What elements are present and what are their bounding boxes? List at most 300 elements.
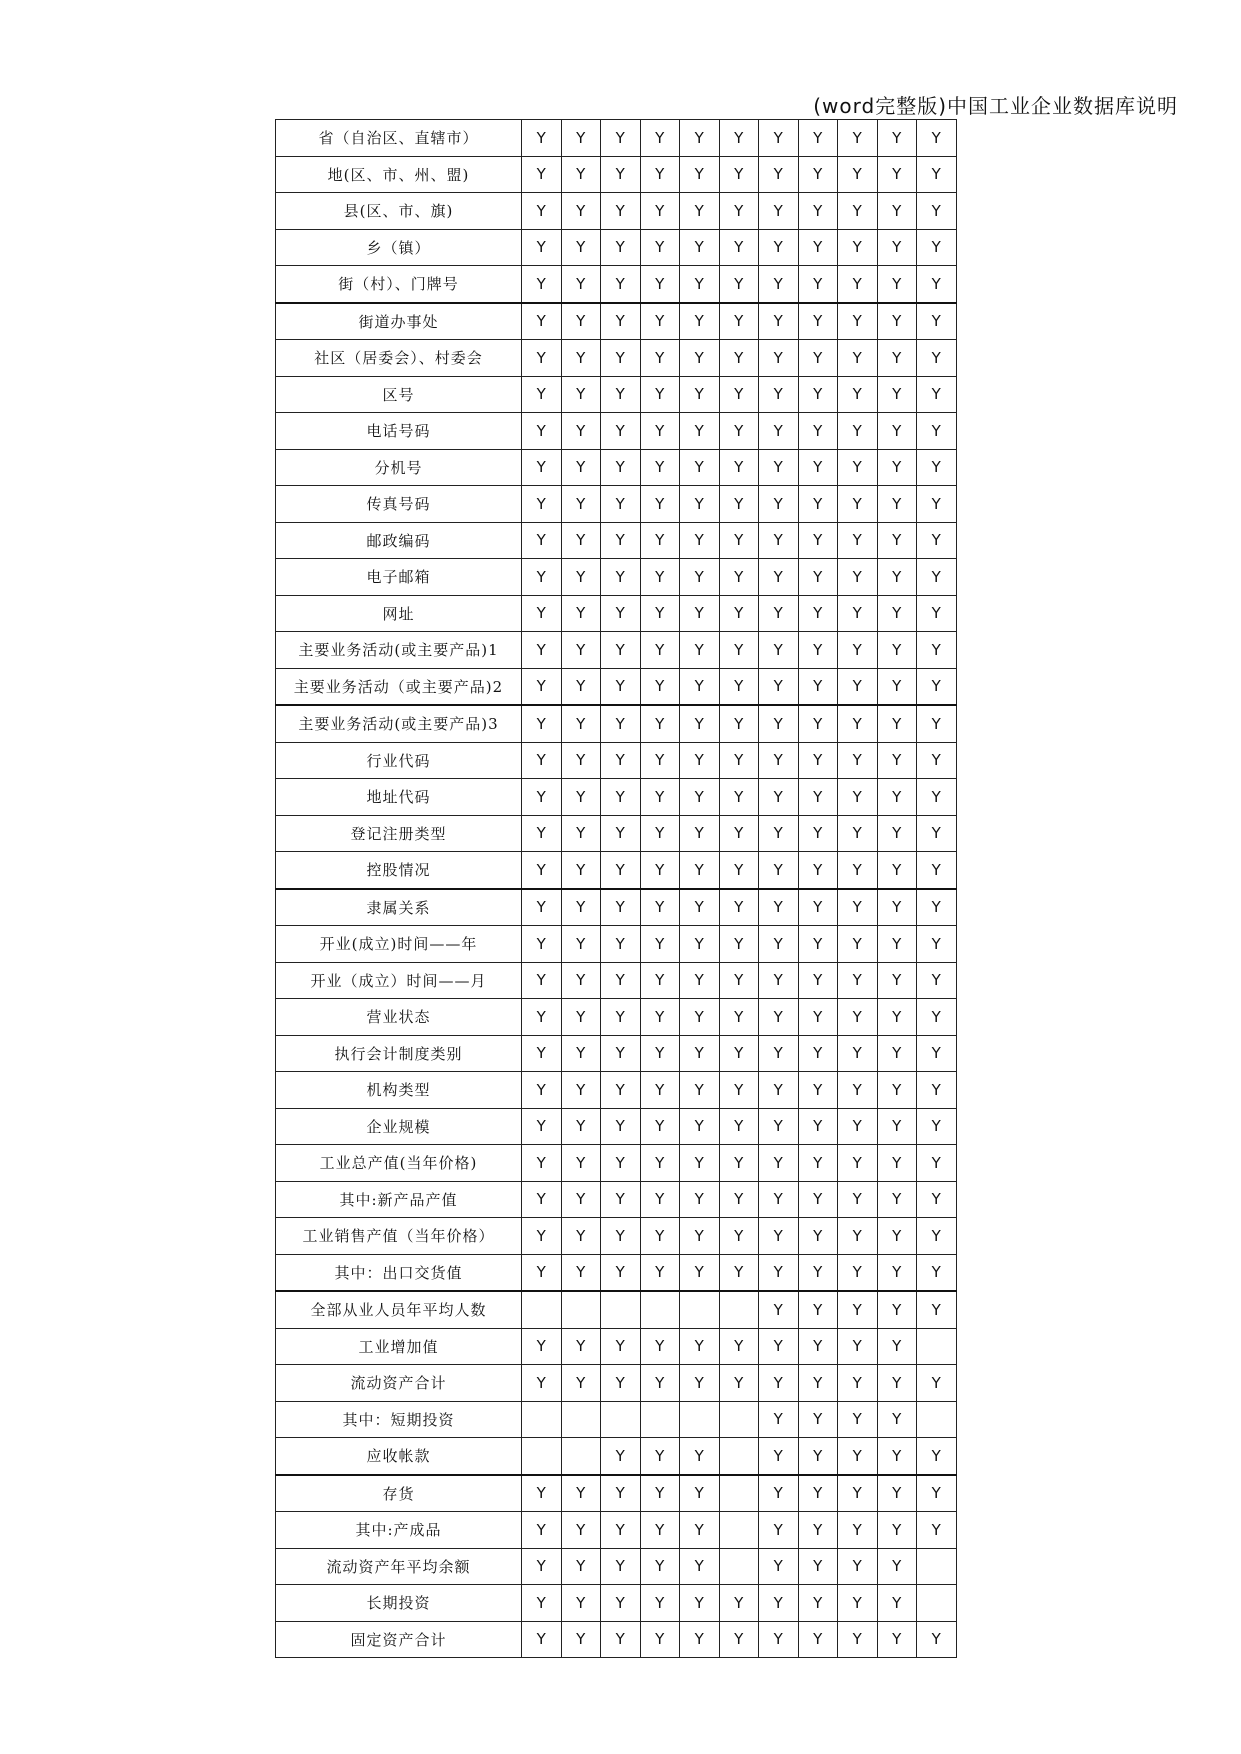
flag-cell: Y [917,1475,957,1512]
row-label: 登记注册类型 [276,815,522,852]
row-label: 其中:产成品 [276,1512,522,1549]
flag-cell: Y [640,449,680,486]
flag-cell: Y [917,632,957,669]
flag-cell: Y [798,1401,838,1438]
flag-cell: Y [601,449,641,486]
flag-cell: Y [917,1145,957,1182]
flag-cell: Y [561,156,601,193]
flag-cell: Y [719,1621,759,1658]
flag-cell: Y [522,1218,562,1255]
flag-cell [719,1475,759,1512]
row-label: 其中:新产品产值 [276,1181,522,1218]
flag-cell [719,1438,759,1475]
flag-cell: Y [759,486,799,523]
table-row [276,1512,957,1549]
flag-cell: Y [601,120,641,157]
flag-cell: Y [759,815,799,852]
flag-cell: Y [759,1512,799,1549]
flag-cell: Y [640,1072,680,1109]
flag-cell: Y [719,779,759,816]
flag-cell: Y [719,1072,759,1109]
flag-cell: Y [522,266,562,303]
flag-cell: Y [640,559,680,596]
flag-cell: Y [798,668,838,705]
table-row [276,999,957,1036]
flag-cell: Y [798,852,838,889]
flag-cell: Y [759,1548,799,1585]
flag-cell [601,1401,641,1438]
row-label: 开业（成立）时间——月 [276,962,522,999]
flag-cell: Y [838,229,878,266]
flag-cell: Y [601,229,641,266]
table-row [276,1108,957,1145]
flag-cell: Y [798,742,838,779]
flag-cell: Y [640,668,680,705]
flag-cell: Y [601,668,641,705]
flag-cell: Y [680,1585,720,1622]
flag-cell: Y [798,522,838,559]
flag-cell: Y [719,1035,759,1072]
table-row [276,595,957,632]
flag-cell: Y [798,1291,838,1328]
flag-cell: Y [719,340,759,377]
flag-cell: Y [601,1108,641,1145]
flag-cell: Y [561,1035,601,1072]
row-label: 主要业务活动（或主要产品)2 [276,668,522,705]
flag-cell: Y [759,559,799,596]
flag-cell: Y [522,1181,562,1218]
flag-cell: Y [601,889,641,926]
flag-cell: Y [601,1365,641,1402]
row-label: 应收帐款 [276,1438,522,1475]
flag-cell: Y [798,1181,838,1218]
flag-cell: Y [522,889,562,926]
flag-cell: Y [719,303,759,340]
flag-cell: Y [601,266,641,303]
flag-cell: Y [601,1072,641,1109]
table-row [276,1585,957,1622]
table-row [276,889,957,926]
flag-cell: Y [917,1254,957,1291]
flag-cell: Y [640,1438,680,1475]
table-row [276,120,957,157]
flag-cell: Y [719,962,759,999]
row-label: 其中：短期投资 [276,1401,522,1438]
flag-cell: Y [838,1475,878,1512]
row-label: 工业销售产值（当年价格） [276,1218,522,1255]
row-label: 营业状态 [276,999,522,1036]
flag-cell: Y [877,156,917,193]
flag-cell: Y [798,340,838,377]
table-row [276,1475,957,1512]
flag-cell: Y [719,1585,759,1622]
flag-cell: Y [798,962,838,999]
flag-cell: Y [838,705,878,742]
flag-cell: Y [838,559,878,596]
flag-cell: Y [838,852,878,889]
flag-cell: Y [838,962,878,999]
row-label: 地址代码 [276,779,522,816]
flag-cell: Y [917,852,957,889]
flag-cell: Y [838,999,878,1036]
flag-cell: Y [640,815,680,852]
flag-cell: Y [838,815,878,852]
flag-cell: Y [719,376,759,413]
flag-cell: Y [680,999,720,1036]
flag-cell: Y [680,266,720,303]
flag-cell: Y [522,1585,562,1622]
flag-cell: Y [917,926,957,963]
flag-cell: Y [601,632,641,669]
flag-cell: Y [640,1621,680,1658]
table-row [276,815,957,852]
flag-cell: Y [640,156,680,193]
flag-cell: Y [798,1072,838,1109]
flag-cell: Y [640,229,680,266]
table-row [276,1254,957,1291]
flag-cell: Y [522,340,562,377]
flag-cell: Y [561,1072,601,1109]
flag-cell: Y [561,852,601,889]
flag-cell: Y [561,632,601,669]
flag-cell: Y [522,595,562,632]
flag-cell: Y [522,815,562,852]
flag-cell: Y [798,889,838,926]
flag-cell: Y [917,449,957,486]
flag-cell: Y [759,852,799,889]
flag-cell: Y [522,962,562,999]
flag-cell: Y [759,742,799,779]
table-row [276,486,957,523]
flag-cell: Y [561,1328,601,1365]
row-label: 流动资产年平均余额 [276,1548,522,1585]
table-row [276,413,957,450]
flag-cell: Y [798,705,838,742]
flag-cell: Y [719,1365,759,1402]
flag-cell: Y [680,779,720,816]
flag-cell: Y [640,413,680,450]
flag-cell [640,1291,680,1328]
flag-cell: Y [561,1365,601,1402]
flag-cell: Y [917,340,957,377]
flag-cell: Y [877,486,917,523]
flag-cell: Y [838,156,878,193]
flag-cell: Y [877,1072,917,1109]
flag-cell [561,1291,601,1328]
flag-cell: Y [759,779,799,816]
table-row [276,376,957,413]
flag-cell: Y [680,889,720,926]
table-row [276,229,957,266]
flag-cell: Y [719,486,759,523]
flag-cell: Y [759,266,799,303]
flag-cell: Y [917,815,957,852]
flag-cell: Y [719,1145,759,1182]
flag-cell: Y [759,413,799,450]
flag-cell: Y [522,1254,562,1291]
flag-cell: Y [680,1108,720,1145]
flag-cell: Y [917,376,957,413]
flag-cell: Y [798,559,838,596]
flag-cell: Y [601,1475,641,1512]
flag-cell: Y [522,156,562,193]
flag-cell: Y [680,852,720,889]
flag-cell: Y [680,229,720,266]
flag-cell: Y [640,1218,680,1255]
flag-cell: Y [680,340,720,377]
flag-cell: Y [759,1218,799,1255]
flag-cell: Y [877,1145,917,1182]
row-label: 社区（居委会）、村委会 [276,340,522,377]
row-label: 电子邮箱 [276,559,522,596]
flag-cell: Y [838,889,878,926]
flag-cell: Y [838,595,878,632]
flag-cell [719,1548,759,1585]
flag-cell: Y [917,120,957,157]
flag-cell: Y [759,999,799,1036]
flag-cell: Y [877,815,917,852]
flag-cell: Y [759,1365,799,1402]
table-row [276,779,957,816]
flag-cell: Y [759,303,799,340]
flag-cell: Y [917,1438,957,1475]
flag-cell: Y [877,1108,917,1145]
flag-cell: Y [561,962,601,999]
flag-cell: Y [798,156,838,193]
flag-cell: Y [759,1108,799,1145]
flag-cell: Y [759,120,799,157]
flag-cell: Y [719,449,759,486]
flag-cell: Y [522,1475,562,1512]
flag-cell: Y [917,779,957,816]
flag-cell: Y [719,266,759,303]
row-label: 开业(成立)时间——年 [276,926,522,963]
row-label: 控股情况 [276,852,522,889]
flag-cell: Y [759,632,799,669]
flag-cell: Y [522,1621,562,1658]
flag-cell: Y [838,1181,878,1218]
flag-cell: Y [601,1035,641,1072]
flag-cell: Y [601,559,641,596]
flag-cell: Y [719,156,759,193]
flag-cell: Y [877,926,917,963]
flag-cell: Y [522,376,562,413]
flag-cell: Y [640,522,680,559]
flag-cell: Y [719,1108,759,1145]
flag-cell: Y [640,962,680,999]
table-row [276,1218,957,1255]
flag-cell: Y [877,742,917,779]
flag-cell: Y [522,779,562,816]
flag-cell: Y [798,1621,838,1658]
flag-cell: Y [838,340,878,377]
flag-cell: Y [640,303,680,340]
flag-cell: Y [759,1585,799,1622]
flag-cell: Y [561,120,601,157]
flag-cell: Y [601,1218,641,1255]
flag-cell: Y [601,926,641,963]
flag-cell: Y [601,193,641,230]
flag-cell: Y [798,926,838,963]
row-label: 电话号码 [276,413,522,450]
flag-cell: Y [522,1145,562,1182]
flag-cell: Y [917,303,957,340]
flag-cell: Y [719,120,759,157]
flag-cell: Y [680,1035,720,1072]
table-row [276,962,957,999]
flag-cell: Y [522,193,562,230]
flag-cell: Y [522,742,562,779]
flag-cell: Y [877,1035,917,1072]
flag-cell: Y [561,889,601,926]
flag-cell: Y [680,156,720,193]
flag-cell: Y [640,120,680,157]
flag-cell: Y [877,1585,917,1622]
flag-cell: Y [601,1254,641,1291]
flag-cell: Y [522,522,562,559]
flag-cell: Y [601,1512,641,1549]
flag-cell: Y [561,705,601,742]
flag-cell: Y [798,486,838,523]
flag-cell: Y [680,559,720,596]
flag-cell: Y [877,340,917,377]
flag-cell: Y [601,1328,641,1365]
flag-cell: Y [601,1145,641,1182]
flag-cell: Y [798,266,838,303]
flag-cell: Y [877,1254,917,1291]
flag-cell [680,1291,720,1328]
flag-cell: Y [680,815,720,852]
flag-cell: Y [917,595,957,632]
table-row [276,1621,957,1658]
flag-cell: Y [877,229,917,266]
flag-cell: Y [601,413,641,450]
flag-cell: Y [877,889,917,926]
flag-cell: Y [719,1254,759,1291]
availability-table [275,119,957,1658]
table-row [276,559,957,596]
flag-cell: Y [838,1328,878,1365]
flag-cell: Y [838,120,878,157]
flag-cell: Y [522,926,562,963]
flag-cell: Y [759,1181,799,1218]
flag-cell: Y [601,1181,641,1218]
flag-cell: Y [877,962,917,999]
flag-cell: Y [640,1585,680,1622]
table-row [276,1145,957,1182]
flag-cell: Y [522,1548,562,1585]
flag-cell: Y [640,1254,680,1291]
flag-cell: Y [798,229,838,266]
table-row [276,852,957,889]
flag-cell: Y [680,1475,720,1512]
flag-cell: Y [522,559,562,596]
flag-cell: Y [680,303,720,340]
flag-cell: Y [877,852,917,889]
flag-cell: Y [798,303,838,340]
flag-cell: Y [838,1145,878,1182]
flag-cell: Y [640,705,680,742]
flag-cell: Y [719,742,759,779]
flag-cell: Y [640,632,680,669]
flag-cell: Y [838,1108,878,1145]
flag-cell: Y [719,1218,759,1255]
flag-cell: Y [838,413,878,450]
flag-cell: Y [759,668,799,705]
flag-cell: Y [877,1181,917,1218]
flag-cell: Y [640,1108,680,1145]
flag-cell: Y [640,1145,680,1182]
flag-cell: Y [759,889,799,926]
flag-cell: Y [759,962,799,999]
flag-cell: Y [522,1035,562,1072]
flag-cell: Y [877,1438,917,1475]
flag-cell [719,1512,759,1549]
flag-cell: Y [838,1254,878,1291]
flag-cell: Y [601,852,641,889]
table-row [276,926,957,963]
table-row [276,303,957,340]
flag-cell: Y [680,1512,720,1549]
flag-cell: Y [877,632,917,669]
flag-cell: Y [838,1401,878,1438]
flag-cell: Y [838,376,878,413]
flag-cell: Y [640,193,680,230]
flag-cell: Y [561,1475,601,1512]
flag-cell: Y [759,156,799,193]
flag-cell: Y [680,193,720,230]
flag-cell: Y [798,595,838,632]
flag-cell: Y [917,1072,957,1109]
flag-cell: Y [759,193,799,230]
flag-cell: Y [917,889,957,926]
flag-cell: Y [522,852,562,889]
flag-cell: Y [719,668,759,705]
flag-cell: Y [680,1072,720,1109]
flag-cell: Y [522,303,562,340]
flag-cell: Y [561,1512,601,1549]
flag-cell: Y [680,376,720,413]
table-row [276,449,957,486]
flag-cell: Y [522,668,562,705]
flag-cell: Y [522,1108,562,1145]
flag-cell: Y [917,742,957,779]
flag-cell: Y [680,1254,720,1291]
flag-cell: Y [759,1072,799,1109]
flag-cell: Y [640,852,680,889]
row-label: 隶属关系 [276,889,522,926]
flag-cell: Y [719,522,759,559]
flag-cell: Y [917,999,957,1036]
flag-cell: Y [719,229,759,266]
flag-cell: Y [601,962,641,999]
flag-cell: Y [719,852,759,889]
row-label: 街道办事处 [276,303,522,340]
flag-cell: Y [838,1585,878,1622]
flag-cell: Y [522,1328,562,1365]
flag-cell: Y [640,779,680,816]
flag-cell: Y [838,449,878,486]
flag-cell: Y [640,1365,680,1402]
flag-cell: Y [561,376,601,413]
row-label: 区号 [276,376,522,413]
flag-cell: Y [798,815,838,852]
flag-cell: Y [719,413,759,450]
flag-cell: Y [917,413,957,450]
flag-cell: Y [838,1035,878,1072]
flag-cell [561,1401,601,1438]
flag-cell: Y [798,1585,838,1622]
